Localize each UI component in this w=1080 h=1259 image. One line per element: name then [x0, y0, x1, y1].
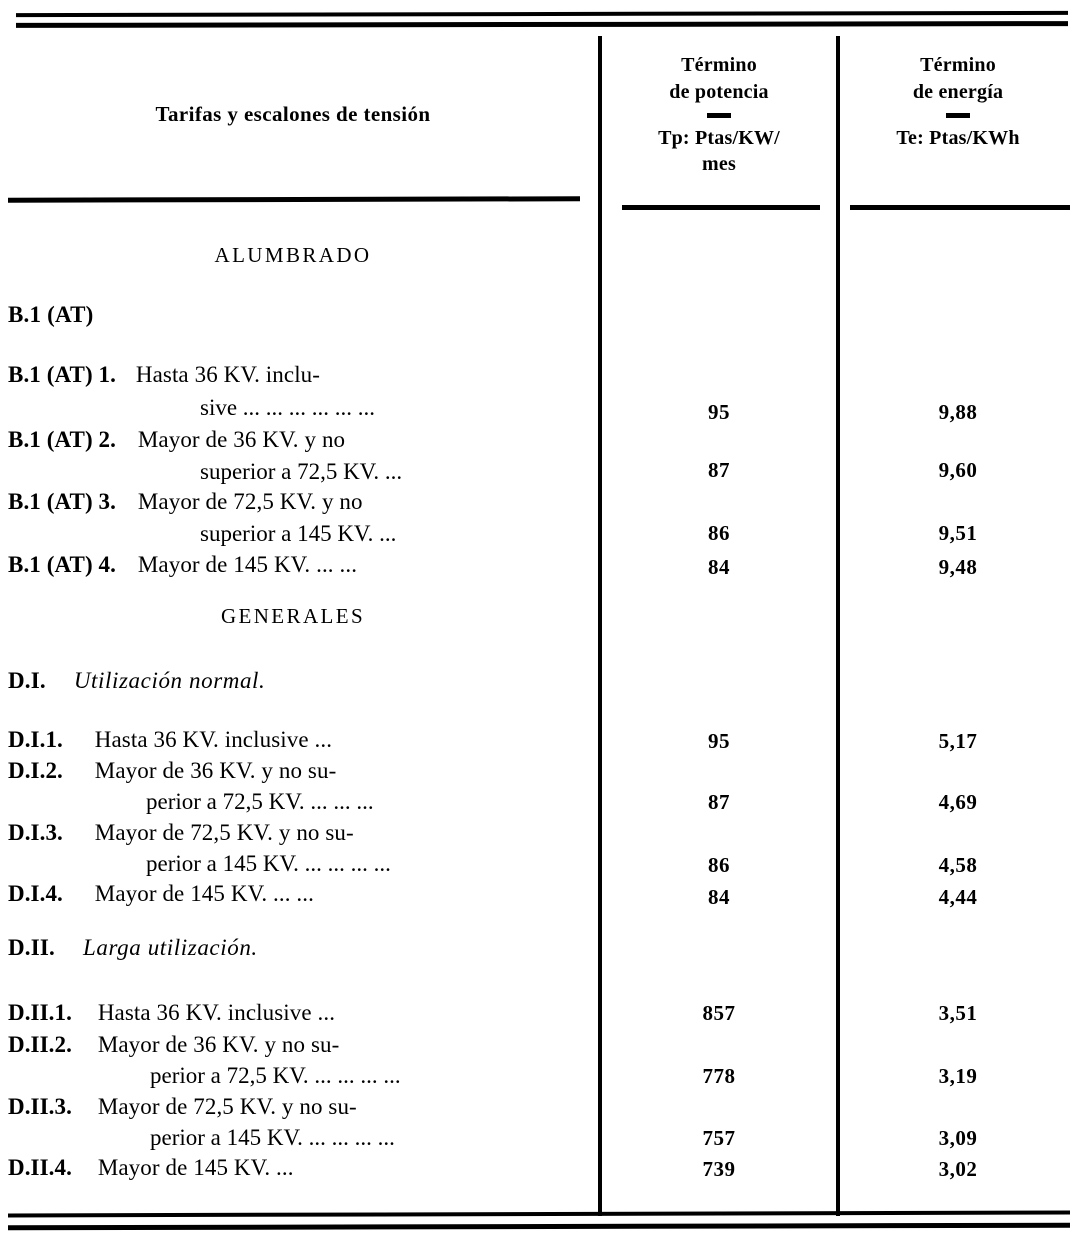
table-row — [8, 489, 363, 515]
row-text: Mayor de 72,5 KV. y no su- — [94, 820, 354, 845]
table-row — [8, 1032, 339, 1058]
table-row — [8, 820, 354, 846]
table-row — [8, 881, 314, 907]
group-title-dii: Larga utilización. — [82, 935, 258, 960]
row-text: Mayor de 36 KV. y no su- — [94, 758, 337, 783]
row-value-te: 9,60 — [938, 458, 978, 482]
row-continuation: perior a 72,5 KV. ... ... ... — [146, 789, 374, 814]
column-header-power-line2: de potencia — [669, 81, 769, 103]
row-text: Mayor de 72,5 KV. y no su- — [97, 1094, 357, 1119]
column-header-tariffs: Tarifas y escalones de tensión — [155, 102, 431, 126]
column-header-power-line1: Término — [681, 54, 757, 76]
row-value-te: 9,48 — [938, 555, 978, 579]
row-code: D.II.1. — [8, 1000, 72, 1025]
row-value-tp: 86 — [708, 853, 730, 877]
table-row — [8, 758, 336, 784]
bottom-border-rule-upper — [8, 1211, 1070, 1218]
row-value-te: 4,44 — [938, 885, 978, 909]
group-label-dii — [8, 935, 258, 961]
table-row — [8, 727, 332, 753]
column-header-energy-line1: Término — [920, 54, 996, 76]
row-value-te: 9,51 — [938, 521, 978, 545]
column-header-energy — [842, 52, 1074, 151]
row-code: D.II.2. — [8, 1032, 72, 1057]
row-value-tp: 739 — [702, 1157, 736, 1181]
row-value-tp: 84 — [708, 885, 730, 909]
group-code-dii: D.II. — [8, 935, 56, 960]
column-divider-first — [598, 36, 602, 1216]
row-code: B.1 (AT) 2. — [8, 427, 117, 452]
row-code: D.II.3. — [8, 1094, 72, 1119]
table-row — [8, 427, 345, 453]
row-continuation: perior a 145 KV. ... ... ... ... — [150, 1125, 395, 1150]
group-label-di — [8, 668, 265, 694]
row-continuation: perior a 145 KV. ... ... ... ... — [146, 851, 391, 876]
header-underline-energy — [850, 205, 1070, 210]
row-continuation: superior a 145 KV. ... — [200, 521, 397, 546]
row-value-te: 4,69 — [938, 790, 978, 814]
row-text: Hasta 36 KV. inclu- — [135, 362, 321, 387]
header-underline-power — [622, 205, 820, 210]
section-title-alumbrado: ALUMBRADO — [214, 243, 372, 267]
table-row — [8, 1155, 294, 1181]
row-code: D.I.1. — [8, 727, 63, 752]
row-value-tp: 87 — [708, 790, 730, 814]
table-row — [8, 552, 357, 578]
row-value-te: 3,51 — [938, 1001, 978, 1025]
row-value-tp: 87 — [708, 458, 730, 482]
row-value-te: 5,17 — [938, 729, 978, 753]
column-header-energy-unit: Te: Ptas/KWh — [896, 127, 1020, 149]
row-value-tp: 86 — [708, 521, 730, 545]
group-title-di: Utilización normal. — [73, 668, 266, 693]
row-text: Mayor de 36 KV. y no su- — [97, 1032, 340, 1057]
row-value-te: 3,02 — [938, 1157, 978, 1181]
column-header-energy-line2: de energía — [912, 81, 1004, 103]
row-code: D.II.4. — [8, 1155, 72, 1180]
row-value-tp: 84 — [708, 555, 730, 579]
row-code: D.I.2. — [8, 758, 63, 783]
group-label-b1-at: B.1 (AT) — [8, 302, 94, 327]
row-continuation: superior a 72,5 KV. ... — [200, 459, 403, 484]
row-text: Mayor de 145 KV. ... — [97, 1155, 294, 1180]
row-value-tp: 857 — [702, 1001, 736, 1025]
row-code: D.I.4. — [8, 881, 63, 906]
row-code: D.I.3. — [8, 820, 63, 845]
header-dash-power — [707, 113, 731, 118]
top-border-rule-upper — [16, 11, 1068, 17]
row-code: B.1 (AT) 4. — [8, 552, 117, 577]
row-text: Mayor de 72,5 KV. y no — [137, 489, 363, 514]
table-row — [8, 1094, 357, 1120]
top-border-rule-lower — [16, 21, 1068, 28]
section-title-generales: GENERALES — [220, 604, 366, 628]
row-code: B.1 (AT) 3. — [8, 489, 117, 514]
row-value-tp: 95 — [708, 400, 730, 424]
row-text: Mayor de 145 KV. ... ... — [137, 552, 358, 577]
row-text: Hasta 36 KV. inclusive ... — [94, 727, 333, 752]
column-divider-second — [836, 36, 840, 1216]
row-continuation: sive ... ... ... ... ... ... — [200, 395, 376, 420]
column-header-power-unit: Tp: Ptas/KW/ — [658, 127, 780, 149]
row-value-te: 9,88 — [938, 400, 978, 424]
header-dash-energy — [946, 113, 970, 118]
table-row — [8, 362, 320, 388]
row-text: Mayor de 145 KV. ... ... — [94, 881, 314, 906]
row-code: B.1 (AT) 1. — [8, 362, 117, 387]
row-continuation: perior a 72,5 KV. ... ... ... ... — [150, 1063, 401, 1088]
row-value-te: 4,58 — [938, 853, 978, 877]
bottom-border-rule-lower — [8, 1223, 1070, 1231]
row-value-tp: 757 — [702, 1126, 736, 1150]
row-value-tp: 95 — [708, 729, 730, 753]
column-header-power — [604, 52, 834, 177]
header-underline-tariffs — [8, 196, 580, 202]
row-value-te: 3,09 — [938, 1126, 978, 1150]
row-value-te: 3,19 — [938, 1064, 978, 1088]
table-row — [8, 1000, 335, 1026]
row-value-tp: 778 — [702, 1064, 736, 1088]
row-text: Mayor de 36 KV. y no — [137, 427, 346, 452]
group-code-di: D.I. — [8, 668, 46, 693]
column-header-power-unit2: mes — [702, 153, 736, 175]
row-text: Hasta 36 KV. inclusive ... — [97, 1000, 336, 1025]
